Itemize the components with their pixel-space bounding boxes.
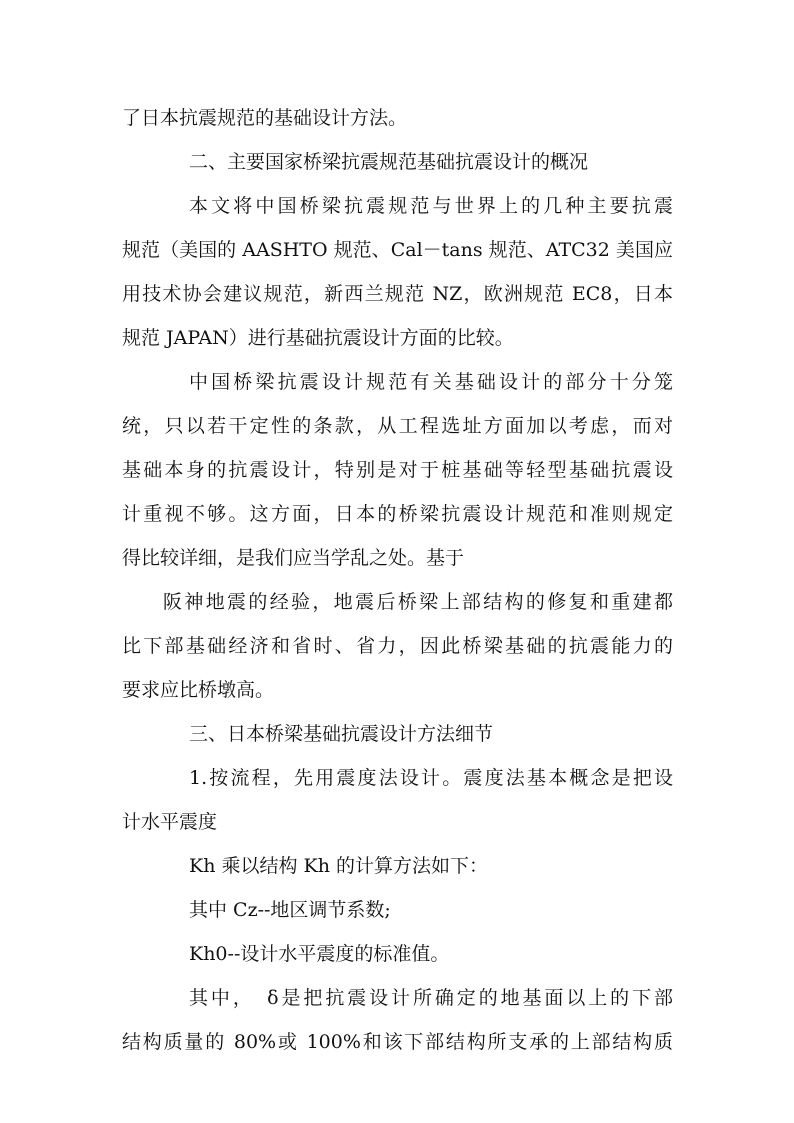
paragraph-5-line-3: 要求应比桥墩高。 — [122, 679, 275, 701]
paragraph-4-line-3: 基础本身的抗震设计，特别是对于桩基础等轻型基础抗震设 — [122, 459, 673, 481]
paragraph-3-line-4: 规范 JAPAN）进行基础抗震设计方面的比较。 — [122, 327, 514, 349]
section-heading-2: 二、主要国家桥梁抗震规范基础抗震设计的概况 — [189, 151, 589, 173]
paragraph-11-line-2: 结构质量的 80%或 100%和该下部结构所支承的上部结构质 — [122, 1031, 673, 1053]
paragraph-1-line-1: 了日本抗震规范的基础设计方法。 — [122, 107, 408, 129]
paragraph-10-line-1: Kh0--设计水平震度的标准值。 — [189, 943, 450, 965]
section-heading-3: 三、日本桥梁基础抗震设计方法细节 — [189, 723, 494, 745]
paragraph-4-line-4: 计重视不够。这方面，日本的桥梁抗震设计规范和准则规定 — [122, 503, 673, 525]
paragraph-4-line-1: 中国桥梁抗震设计规范有关基础设计的部分十分笼 — [189, 371, 673, 393]
paragraph-11-line-1: 其中， δ是把抗震设计所确定的地基面以上的下部 — [189, 987, 673, 1009]
paragraph-9-line-1: 其中 Cz--地区调节系数; — [189, 899, 391, 921]
paragraph-3-line-3: 用技术协会建议规范，新西兰规范 NZ，欧洲规范 EC8，日本 — [122, 283, 673, 305]
paragraph-5-line-1: 阪神地震的经验，地震后桥梁上部结构的修复和重建都 — [163, 591, 673, 613]
paragraph-7-line-2: 计水平震度 — [122, 811, 218, 833]
paragraph-8-line-1: Kh 乘以结构 Kh 的计算方法如下： — [189, 855, 488, 877]
paragraph-4-line-2: 统，只以若干定性的条款，从工程选址方面加以考虑，而对 — [122, 415, 673, 437]
paragraph-3-line-2: 规范（美国的 AASHTO 规范、Cal－tans 规范、ATC32 美国应 — [122, 239, 673, 261]
paragraph-4-line-5: 得比较详细，是我们应当学乱之处。基于 — [122, 547, 465, 569]
paragraph-5-line-2: 比下部基础经济和省时、省力，因此桥梁基础的抗震能力的 — [122, 635, 673, 657]
paragraph-7-line-1: 1.按流程，先用震度法设计。震度法基本概念是把设 — [189, 767, 673, 789]
paragraph-3-line-1: 本文将中国桥梁抗震规范与世界上的几种主要抗震 — [189, 195, 673, 217]
